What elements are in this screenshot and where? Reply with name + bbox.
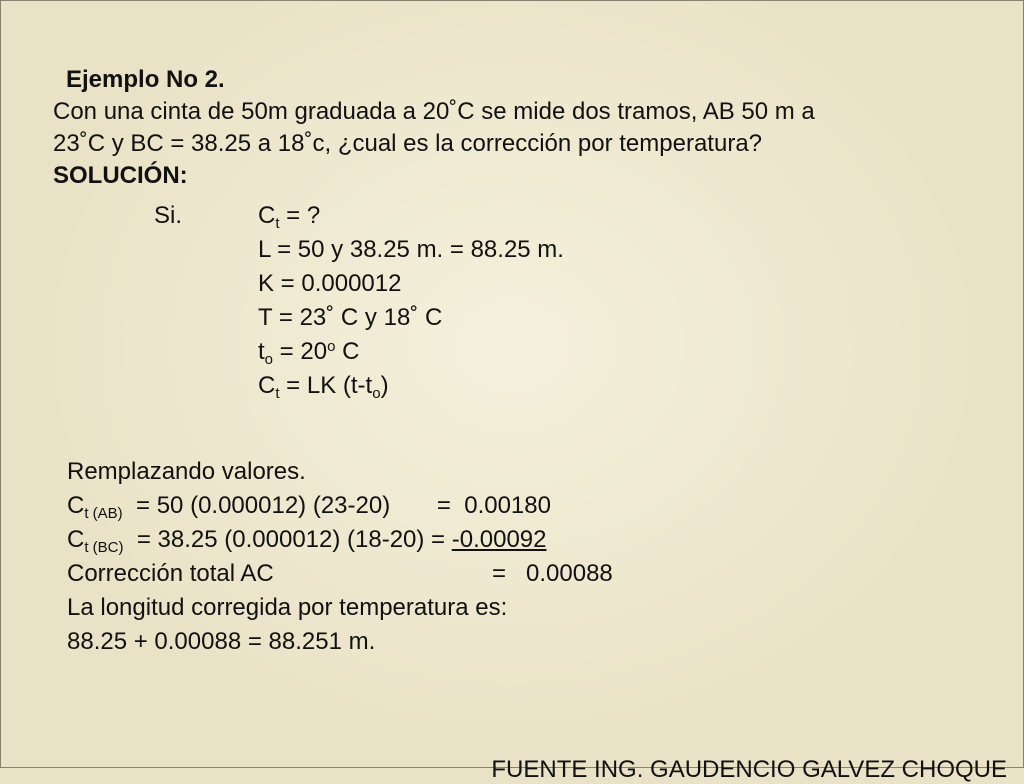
corrected-length-expression: 88.25 + 0.00088 = 88.251 m. (67, 628, 376, 655)
temperature-values: T = 23˚ C y 18˚ C (258, 304, 443, 331)
solution-label: SOLUCIÓN: (53, 162, 188, 189)
total-correction-label: Corrección total AC (67, 560, 274, 587)
coefficient-value: K = 0.000012 (258, 270, 402, 297)
source-footer: FUENTE ING. GAUDENCIO GALVEZ CHOQUE (491, 756, 1007, 783)
problem-statement-line-1: Con una cinta de 50m graduada a 20˚C se mide dos tramos, AB 50 m a (53, 98, 815, 125)
replace-values-label: Remplazando valores. (67, 458, 306, 485)
ct-unknown: $C_t$ = ? (258, 202, 321, 232)
example-title: Ejemplo No 2. (66, 66, 225, 93)
correction-formula: $C_t$ = LK $(t-t_o)$ (258, 372, 389, 402)
ct-ab-calculation: $C_{t (AB)} = 50$ (0.000012) (23-20) = 0.00180 (67, 492, 551, 522)
corrected-length-label: La longitud corregida por temperatura es: (67, 594, 508, 621)
ct-bc-result: -0.00092 (451, 526, 547, 553)
problem-statement-line-2: 23˚C y BC = 38.25 a 18˚c, ¿cual es la corrección por temperatura? (53, 130, 763, 157)
si-label: Si. (154, 202, 183, 229)
length-value: L = 50 y 38.25 m. = 88.25 m. (258, 236, 564, 263)
total-correction-value: = 0.00088 (492, 560, 613, 587)
ct-bc-calculation: $C_{t (BC)} = 38.25$ (0.000012) (18-20) = -0.00092 (67, 526, 547, 556)
standard-temperature: $t_o = 20^o$ C (258, 338, 360, 368)
